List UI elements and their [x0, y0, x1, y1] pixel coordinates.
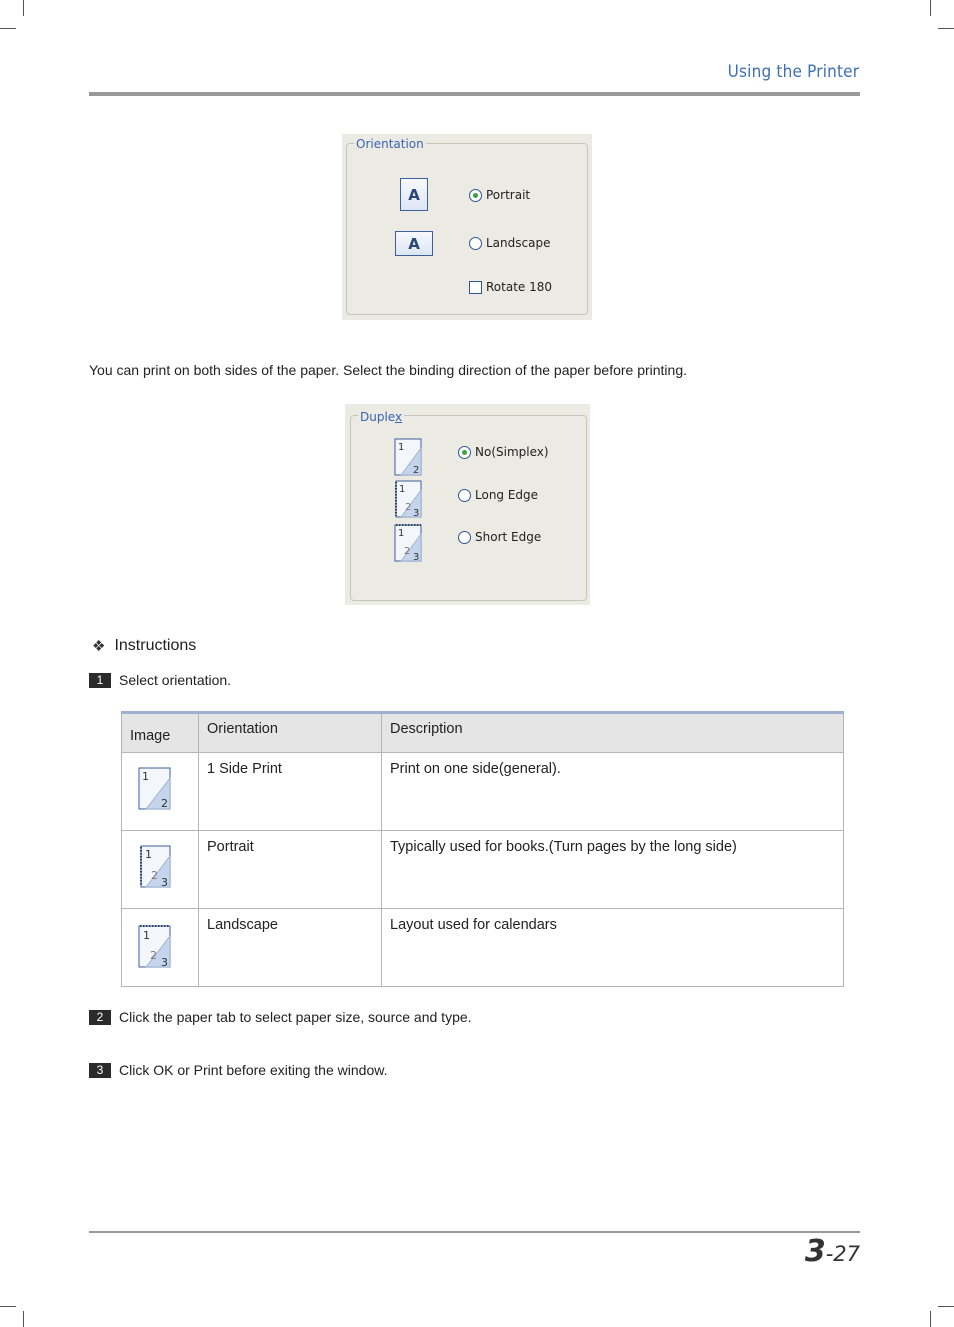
simplex-icon-bottom: 2: [413, 465, 420, 476]
row-3-image: [122, 909, 199, 987]
row-3-icon-top: 1: [143, 929, 150, 942]
page-suffix: -27: [825, 1242, 860, 1266]
simplex-icon-top: 1: [398, 442, 405, 453]
portrait-icon-letter: A: [408, 185, 420, 204]
row-2-icon-mid: 2: [151, 869, 158, 882]
header-title: Using the Printer: [727, 62, 859, 82]
row-2-orientation: Portrait: [199, 831, 382, 909]
step-2-text: Click the paper tab to select paper size, source and type.: [119, 1009, 472, 1025]
simplex-label: No(Simplex): [475, 445, 549, 459]
simplex-page-icon: [394, 438, 423, 477]
short-edge-icon-top: 1: [398, 528, 405, 539]
row-2-image: [122, 831, 199, 909]
row-2-icon-bottom: 3: [161, 876, 168, 889]
long-edge-icon-bottom: 3: [413, 508, 420, 519]
short-edge-label: Short Edge: [475, 530, 542, 544]
page-number: [805, 1234, 860, 1269]
step-1-text: Select orientation.: [119, 672, 232, 688]
intro-text: You can print on both sides of the paper. Select the binding direction of the paper before printing.: [89, 362, 688, 378]
row-1-icon-bottom: 2: [161, 797, 168, 810]
duplex-legend-accel: x: [394, 410, 403, 424]
row-3-icon-bottom: 3: [161, 956, 168, 969]
rotate-label: Rotate 180: [486, 280, 553, 294]
row-3-description: Layout used for calendars: [382, 909, 844, 987]
orientation-panel: [342, 134, 592, 320]
long-edge-option[interactable]: [458, 488, 538, 502]
step-3-text: Click OK or Print before exiting the window.: [119, 1062, 388, 1078]
row-1-description: Print on one side(general).: [382, 753, 844, 831]
rotate-option[interactable]: [469, 280, 552, 294]
landscape-option[interactable]: [469, 236, 550, 250]
step-1-number: 1: [89, 673, 111, 688]
diamond-bullet-icon: ❖: [92, 638, 106, 655]
portrait-option[interactable]: [469, 188, 530, 202]
header-orientation: Orientation: [199, 713, 382, 753]
header-description: Description: [382, 713, 844, 753]
row-2-description: Typically used for books.(Turn pages by the long side): [382, 831, 844, 909]
landscape-radio[interactable]: [469, 237, 482, 250]
step-3: [89, 1062, 387, 1078]
short-edge-option[interactable]: [458, 530, 541, 544]
simplex-option[interactable]: [458, 445, 549, 459]
duplex-panel: [345, 404, 590, 605]
short-edge-icon-bottom: 3: [413, 552, 420, 563]
landscape-icon: [395, 231, 433, 256]
step-2: [89, 1009, 472, 1025]
one-side-page-icon: [138, 767, 172, 811]
landscape-icon-letter: A: [408, 234, 420, 253]
step-2-number: 2: [89, 1010, 111, 1025]
portrait-radio[interactable]: [469, 189, 482, 202]
rotate-checkbox[interactable]: [469, 281, 482, 294]
landscape-label: Landscape: [486, 236, 551, 250]
table-row: [122, 753, 844, 831]
short-edge-icon-mid: 2: [404, 546, 411, 557]
duplex-group: [350, 415, 587, 601]
row-3-icon-mid: 2: [150, 949, 157, 962]
portrait-page-icon: [138, 845, 172, 889]
footer-rule: [89, 1231, 860, 1233]
long-edge-icon-mid: 2: [405, 502, 412, 513]
long-edge-label: Long Edge: [475, 488, 539, 502]
simplex-radio[interactable]: [458, 446, 471, 459]
header-image: Image: [122, 713, 199, 753]
row-3-orientation: Landscape: [199, 909, 382, 987]
table-row: [122, 831, 844, 909]
landscape-page-icon: [138, 923, 172, 969]
table-row: [122, 909, 844, 987]
long-edge-page-icon: [394, 480, 423, 519]
row-1-icon-top: 1: [142, 770, 149, 783]
step-3-number: 3: [89, 1063, 111, 1078]
row-1-image: [122, 753, 199, 831]
header-rule: [89, 92, 860, 96]
table-header-row: [122, 713, 844, 753]
portrait-label: Portrait: [486, 188, 531, 202]
instructions-heading: [92, 637, 196, 655]
step-1: [89, 672, 231, 688]
row-1-orientation: 1 Side Print: [199, 753, 382, 831]
long-edge-radio[interactable]: [458, 489, 471, 502]
portrait-icon: [400, 178, 428, 211]
chapter-number: 3: [804, 1234, 826, 1269]
short-edge-radio[interactable]: [458, 531, 471, 544]
duplex-legend: [358, 410, 404, 424]
short-edge-page-icon: [394, 523, 423, 563]
orientation-table: [121, 711, 844, 987]
long-edge-icon-top: 1: [399, 484, 406, 495]
row-2-icon-top: 1: [145, 848, 152, 861]
duplex-legend-text: Duple: [360, 410, 395, 424]
orientation-legend: Orientation: [356, 137, 424, 151]
instructions-title: Instructions: [114, 637, 197, 654]
